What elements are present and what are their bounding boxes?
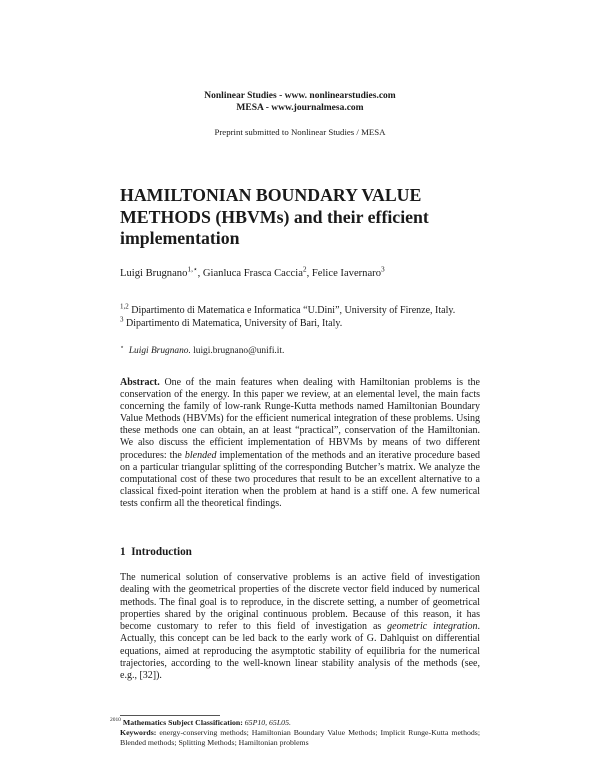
- footnote-rule: [120, 715, 220, 716]
- abstract-emphasis: blended: [184, 449, 217, 461]
- author-list: [120, 264, 385, 279]
- affiliation-mark: 3: [120, 315, 124, 324]
- author-name: Luigi Brugnano: [120, 268, 188, 279]
- footnote: [110, 717, 480, 748]
- abstract: [120, 377, 480, 510]
- journal-line-1: Nonlinear Studies - www. nonlinearstudies.com: [204, 91, 396, 101]
- abstract-label: Abstract.: [120, 377, 160, 388]
- journal-header: [0, 91, 600, 114]
- corresponding-email[interactable]: luigi.brugnano@unifi.it.: [193, 346, 285, 356]
- section-heading: [120, 546, 192, 558]
- corresponding-name: Luigi Brugnano.: [128, 346, 191, 356]
- affiliation: [120, 315, 343, 331]
- affiliation: [120, 302, 456, 318]
- title-line: METHODS (HBVMs) and their efficient: [120, 206, 429, 227]
- msc-codes: 65P10, 65L05.: [244, 718, 291, 727]
- intro-text: . Actually, this concept can be led back to the early work of G. Dahlquist on differential equations, aimed at reproducing the asymptotic stability of equilibria for the numerical trajectories, according to the well-known linear stability analysis of the methods (see, e.g., [32]).: [120, 621, 480, 682]
- author-separator: ,: [306, 268, 312, 279]
- corresponding-author: [120, 343, 285, 356]
- msc-label: Mathematics Subject Classification:: [122, 718, 243, 727]
- author-affil-mark: 1,⋆: [187, 264, 198, 274]
- affiliation-mark: 1,2: [120, 302, 129, 311]
- affiliation-text: Dipartimento di Matematica, University of Bari, Italy.: [126, 318, 343, 329]
- author-affil-mark: 3: [381, 264, 385, 274]
- abstract-text: implementation of the methods and an iterative procedure based on a particular triangular splitting of the corresponding Butcher’s matrix. We analyze the computational cost of these two procedures that result to be an excellent alternative to a classical fixed-point iteration when the problem at hand is a stiff one. A few numerical tests confirm all the theoretical findings.: [120, 449, 481, 509]
- intro-paragraph: [120, 572, 480, 683]
- author-affil-mark: 2: [302, 264, 307, 274]
- corresponding-mark: ⋆: [120, 343, 125, 351]
- title-line: implementation: [120, 228, 240, 248]
- author-name: Felice Iavernaro: [311, 268, 382, 279]
- section-number: 1: [120, 546, 126, 558]
- affiliation-text: Dipartimento di Matematica e Informatica “U.Dini”, University of Firenze, Italy.: [131, 305, 456, 316]
- keywords-line: [120, 728, 480, 748]
- author-separator: ,: [197, 268, 203, 279]
- journal-line-2: MESA - www.journalmesa.com: [236, 102, 364, 113]
- paper-title: [120, 185, 500, 250]
- intro-emphasis: geometric integration: [387, 621, 478, 633]
- section-title: Introduction: [131, 546, 192, 558]
- msc-year: 2010: [110, 717, 121, 724]
- author-name: Gianluca Frasca Caccia: [202, 268, 303, 279]
- preprint-note: Preprint submitted to Nonlinear Studies / MESA: [214, 127, 386, 137]
- keywords-label: Keywords:: [120, 728, 157, 737]
- keywords-text: energy-conserving methods; Hamiltonian Boundary Value Methods; Implicit Runge-Kutta methods; Blended methods; Splitting Methods; Hamiltonian problems: [120, 728, 480, 747]
- title-line: HAMILTONIAN BOUNDARY VALUE: [120, 185, 422, 205]
- abstract-text: One of the main features when dealing with Hamiltonian problems is the conservation of the energy. In this paper we review, at an elemental level, the main facts concerning the family of low-rank Runge-Kutta methods named Hamiltonian Boundary Value Methods (HBVMs) for the efficient numerical integration of these problems. Using these methods one can obtain, an at least “practical”, conservation of the Hamiltonian. We also discuss the efficient implementation of HBVMs by means of two different procedures: the: [120, 377, 480, 461]
- msc-line: [110, 717, 480, 728]
- intro-text: The numerical solution of conservative problems is an active field of investigation dealing with the geometrical properties of the discrete vector field induced by numerical methods. The final goal is to reproduce, in the discrete setting, a number of geometrical properties shared by the original continuous problem. Because of this reason, it has become customary to refer to this field of investigation as: [120, 572, 480, 633]
